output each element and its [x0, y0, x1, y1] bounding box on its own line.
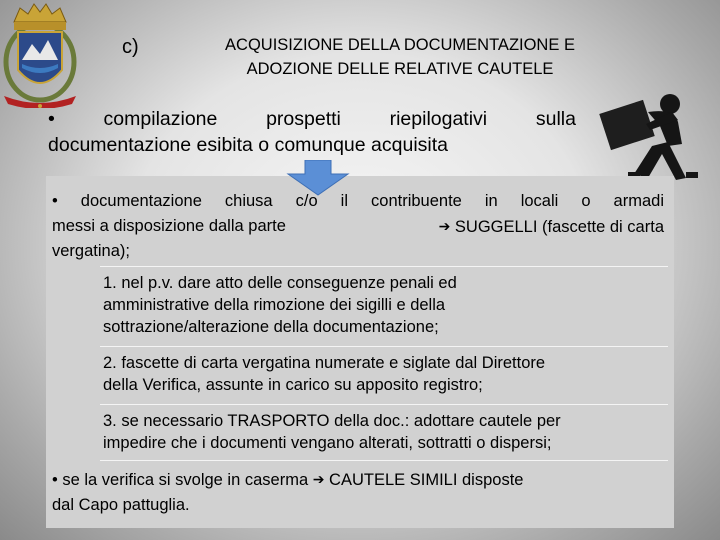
sub-item-3 — [103, 410, 668, 454]
p1-word: o — [581, 192, 591, 210]
p1-word: documentazione — [80, 192, 202, 210]
intro-line-2: documentazione esibita o comunque acquisita — [48, 134, 449, 156]
p1-word: • — [52, 192, 58, 210]
intro-word: prospetti — [266, 108, 341, 130]
divider — [100, 404, 668, 405]
intro-word: sulla — [535, 108, 576, 130]
divider — [100, 266, 668, 267]
p1-line-2-end: SUGGELLI (fascette di carta — [454, 217, 664, 236]
s1-line-2: amministrative della rimozione dei sigilli e della — [103, 296, 446, 314]
right-arrow-icon: ➔ — [312, 471, 325, 487]
s3-line-1: 3. se necessario TRASPORTO della doc.: adottare cautele per — [103, 412, 561, 430]
sub-item-2 — [103, 352, 668, 396]
p1-word: il — [340, 192, 348, 210]
intro-line-1 — [48, 106, 576, 132]
s3-line-2: impedire che i documenti vengano alterati, sottratti o dispersi; — [103, 434, 552, 452]
p4-line-1 — [52, 467, 668, 493]
sub-item-1 — [103, 272, 668, 338]
p4-line-1-start: • se la verifica si svolge in caserma — [52, 471, 309, 489]
p1-line-2 — [52, 214, 664, 240]
intro-word: riepilogativi — [389, 108, 488, 130]
bullet-documentazione-chiusa — [52, 189, 664, 264]
p1-word: contribuente — [371, 192, 462, 210]
intro-word: compilazione — [103, 108, 218, 130]
p1-line-2-start: messi a disposizione dalla parte — [52, 216, 286, 235]
p1-word: c/o — [295, 192, 318, 210]
section-label: c) — [122, 36, 139, 58]
divider — [100, 346, 668, 347]
s2-line-2: della Verifica, assunte in carico su apposito registro; — [103, 376, 483, 394]
p1-line-3: vergatina); — [52, 242, 130, 260]
bullet-caserma — [52, 467, 668, 517]
p1-word: locali — [520, 192, 559, 210]
intro-bullet — [48, 106, 576, 158]
p1-word: armadi — [613, 192, 664, 210]
p1-line-1 — [52, 189, 664, 214]
slide-title — [170, 33, 630, 81]
s2-line-1: 2. fascette di carta vergatina numerate e siglate dal Direttore — [103, 354, 546, 372]
p4-line-2: dal Capo pattuglia. — [52, 495, 190, 514]
intro-bullet-mark: • — [48, 108, 55, 130]
divider — [100, 460, 668, 461]
s1-line-1: 1. nel p.v. dare atto delle conseguenze penali ed — [103, 274, 457, 292]
p4-line-1-end: CAUTELE SIMILI disposte — [329, 471, 524, 489]
s1-line-3: sottrazione/alterazione della documentazione; — [103, 318, 439, 336]
person-carrying-box-icon — [590, 92, 702, 184]
title-line-1: ACQUISIZIONE DELLA DOCUMENTAZIONE E — [225, 36, 575, 54]
p1-word: in — [484, 192, 498, 210]
title-line-2: ADOZIONE DELLE RELATIVE CAUTELE — [246, 60, 554, 78]
right-arrow-icon: ➔ — [438, 217, 451, 234]
coat-of-arms-icon — [0, 0, 80, 108]
p1-word: chiusa — [224, 192, 273, 210]
